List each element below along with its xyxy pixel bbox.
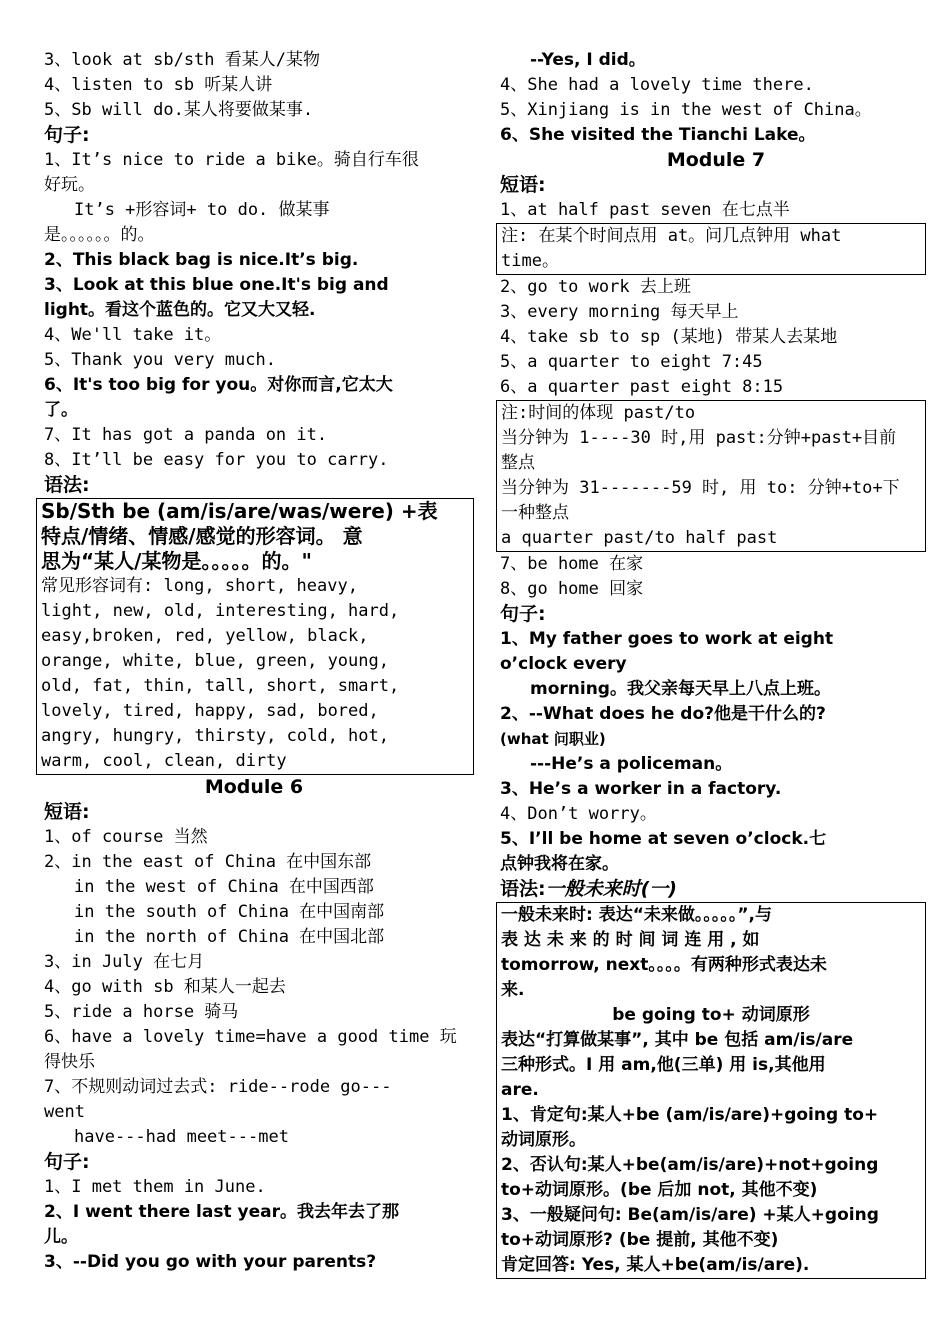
sentence-line: 7、It has got a panda on it. (44, 425, 328, 445)
grammar-line: be going to+ 动词原形 (612, 1005, 810, 1025)
note-line: 当分钟为 1----30 时,用 past:分钟+past+目前 (501, 428, 897, 448)
sentence-line: --Yes, I did。 (530, 50, 646, 70)
grammar-line: 2、否认句:某人+be(am/is/are)+not+going (501, 1155, 879, 1175)
grammar-title: 一般未来时(一) (545, 878, 677, 900)
phrase-line: 6、a quarter past eight 8:15 (500, 377, 784, 397)
phrase-line: in the south of China 在中国南部 (74, 902, 385, 922)
phrase-line: 1、of course 当然 (44, 827, 208, 847)
grammar-rule-line: 思为“某人/某物是。。。。。的。" (41, 549, 312, 573)
phrase-line: 3、every morning 每天早上 (500, 302, 739, 322)
sentence-line: morning。我父亲每天早上八点上班。 (530, 679, 831, 699)
grammar-line: to+动词原形。(be 后加 not, 其他不变) (501, 1180, 818, 1200)
section-heading-sentences: 句子: (44, 124, 90, 146)
grammar-box (496, 902, 926, 1279)
sentence-line: 1、My father goes to work at eight (500, 629, 834, 649)
note-line: a quarter past/to half past (501, 528, 778, 548)
note-line: 注: 在某个时间点用 at。问几点钟用 what (501, 226, 842, 246)
grammar-line: 来. (501, 980, 525, 1000)
left-column (41, 48, 464, 1275)
right-column (500, 48, 932, 1279)
sentence-line: (what 问职业) (500, 730, 606, 748)
section-heading-sentences: 句子: (500, 603, 546, 625)
adjective-list-line: angry, hungry, thirsty, cold, hot, (41, 726, 389, 746)
note-line: 注:时间的体现 past/to (501, 403, 696, 423)
sentence-line: 1、It’s nice to ride a bike。骑自行车很 (44, 150, 419, 170)
phrase-line: in the west of China 在中国西部 (74, 877, 374, 897)
phrase-line: 4、take sb to sp (某地) 带某人去某地 (500, 327, 838, 347)
section-heading-grammar: 语法: (44, 474, 90, 496)
grammar-line: 1、肯定句:某人+be (am/is/are)+going to+ (501, 1105, 879, 1125)
phrase-line: 得快乐 (44, 1052, 95, 1072)
grammar-line: tomorrow, next。。。。有两种形式表达未 (501, 955, 827, 975)
grammar-line: 一般未来时: 表达“未来做。。。。。”,与 (501, 905, 773, 925)
sentence-line: 1、I met them in June. (44, 1177, 266, 1197)
sentence-line: 4、She had a lovely time there. (500, 75, 814, 95)
sentence-line: 5、Thank you very much. (44, 350, 276, 370)
note-line: 整点 (501, 453, 535, 473)
phrase-line: 3、in July 在七月 (44, 952, 205, 972)
grammar-line: to+动词原形? (be 提前, 其他不变) (501, 1230, 779, 1250)
sentence-line: 3、Look at this blue one.It's big and (44, 275, 389, 295)
phrase-line: 4、go with sb 和某人一起去 (44, 977, 286, 997)
sentence-line: 4、Don’t worry。 (500, 804, 657, 824)
grammar-box (36, 498, 474, 775)
sentence-line: 6、She visited the Tianchi Lake。 (500, 125, 816, 145)
phrase-line: 1、at half past seven 在七点半 (500, 200, 790, 220)
adjective-list-line: light, new, old, interesting, hard, (41, 601, 400, 621)
section-heading-phrases: 短语: (500, 174, 546, 196)
phrase-line: 6、have a lovely time=have a good time 玩 (44, 1027, 457, 1047)
note-line: time。 (501, 251, 559, 271)
grammar-line: 肯定回答: Yes, 某人+be(am/is/are). (501, 1255, 810, 1275)
adjective-list-line: 常见形容词有: long, short, heavy, (41, 576, 358, 596)
phrase-line: 5、ride a horse 骑马 (44, 1002, 239, 1022)
adjective-list-line: warm, cool, clean, dirty (41, 751, 287, 771)
phrase-line: 7、be home 在家 (500, 554, 644, 574)
sentence-line: 2、--What does he do?他是干什么的? (500, 704, 826, 724)
sentence-line: 3、He’s a worker in a factory. (500, 779, 782, 799)
module-title: Module 7 (666, 149, 766, 171)
phrase-line: 3、look at sb/sth 看某人/某物 (44, 50, 320, 70)
sentence-line: 5、I’ll be home at seven o’clock.七 (500, 829, 827, 849)
sentence-line: o’clock every (500, 654, 627, 674)
grammar-rule-line: 特点/情绪、情感/感觉的形容词。 意 (41, 524, 363, 548)
section-heading-sentences: 句子: (44, 1151, 90, 1173)
sentence-line: 2、I went there last year。我去年去了那 (44, 1202, 399, 1222)
note-line: 一种整点 (501, 503, 569, 523)
sentence-line: 点钟我将在家。 (500, 854, 619, 874)
adjective-list-line: lovely, tired, happy, sad, bored, (41, 701, 379, 721)
sentence-line: 儿。 (44, 1227, 78, 1247)
sentence-line: 3、--Did you go with your parents? (44, 1252, 377, 1272)
sentence-line: 5、Xinjiang is in the west of China。 (500, 100, 872, 120)
phrase-line: 5、a quarter to eight 7:45 (500, 352, 763, 372)
section-heading-phrases: 短语: (44, 801, 90, 823)
adjective-list-line: old, fat, thin, tall, short, smart, (41, 676, 400, 696)
grammar-line: 3、一般疑问句: Be(am/is/are) +某人+going (501, 1205, 879, 1225)
sentence-line: It’s +形容词+ to do. 做某事 (74, 200, 330, 220)
phrase-line: 4、listen to sb 听某人讲 (44, 75, 273, 95)
sentence-line: 是。。。。。。的。 (44, 225, 155, 245)
phrase-line: 2、in the east of China 在中国东部 (44, 852, 372, 872)
sentence-line: 4、We'll take it。 (44, 325, 222, 345)
grammar-line: are. (501, 1080, 539, 1100)
phrase-line: 7、不规则动词过去式: ride--rode go--- (44, 1077, 392, 1097)
grammar-line: 动词原形。 (501, 1130, 586, 1150)
phrase-line: went (44, 1102, 85, 1122)
adjective-list-line: easy,broken, red, yellow, black, (41, 626, 369, 646)
grammar-label: 语法: (500, 878, 546, 900)
sentence-line: ---He’s a policeman。 (530, 754, 733, 774)
phrase-line: 2、go to work 去上班 (500, 277, 691, 297)
sentence-line: 6、It's too big for you。对你而言,它太大 (44, 375, 393, 395)
note-line: 当分钟为 31-------59 时, 用 to: 分钟+to+下 (501, 478, 900, 498)
adjective-list-line: orange, white, blue, green, young, (41, 651, 389, 671)
grammar-rule-line: Sb/Sth be (am/is/are/was/were) +表 (41, 499, 438, 523)
grammar-line: 表 达 未 来 的 时 间 词 连 用 , 如 (501, 930, 760, 950)
phrase-line: 5、Sb will do.某人将要做某事. (44, 100, 314, 120)
phrase-line: 8、go home 回家 (500, 579, 644, 599)
module-title: Module 6 (204, 776, 304, 798)
section-heading-grammar (500, 877, 932, 902)
sentence-line: 2、This black bag is nice.It’s big. (44, 250, 359, 270)
note-box (496, 223, 926, 275)
sentence-line: 8、It’ll be easy for you to carry. (44, 450, 389, 470)
grammar-line: 三种形式。I 用 am,他(三单) 用 is,其他用 (501, 1055, 826, 1075)
grammar-line: 表达“打算做某事”, 其中 be 包括 am/is/are (501, 1030, 854, 1050)
sentence-line: 了。 (44, 400, 78, 420)
sentence-line: 好玩。 (44, 175, 95, 195)
phrase-line: have---had meet---met (74, 1127, 289, 1147)
note-box (496, 400, 926, 552)
sentence-line: light。看这个蓝色的。它又大又轻. (44, 300, 316, 320)
phrase-line: in the north of China 在中国北部 (74, 927, 385, 947)
